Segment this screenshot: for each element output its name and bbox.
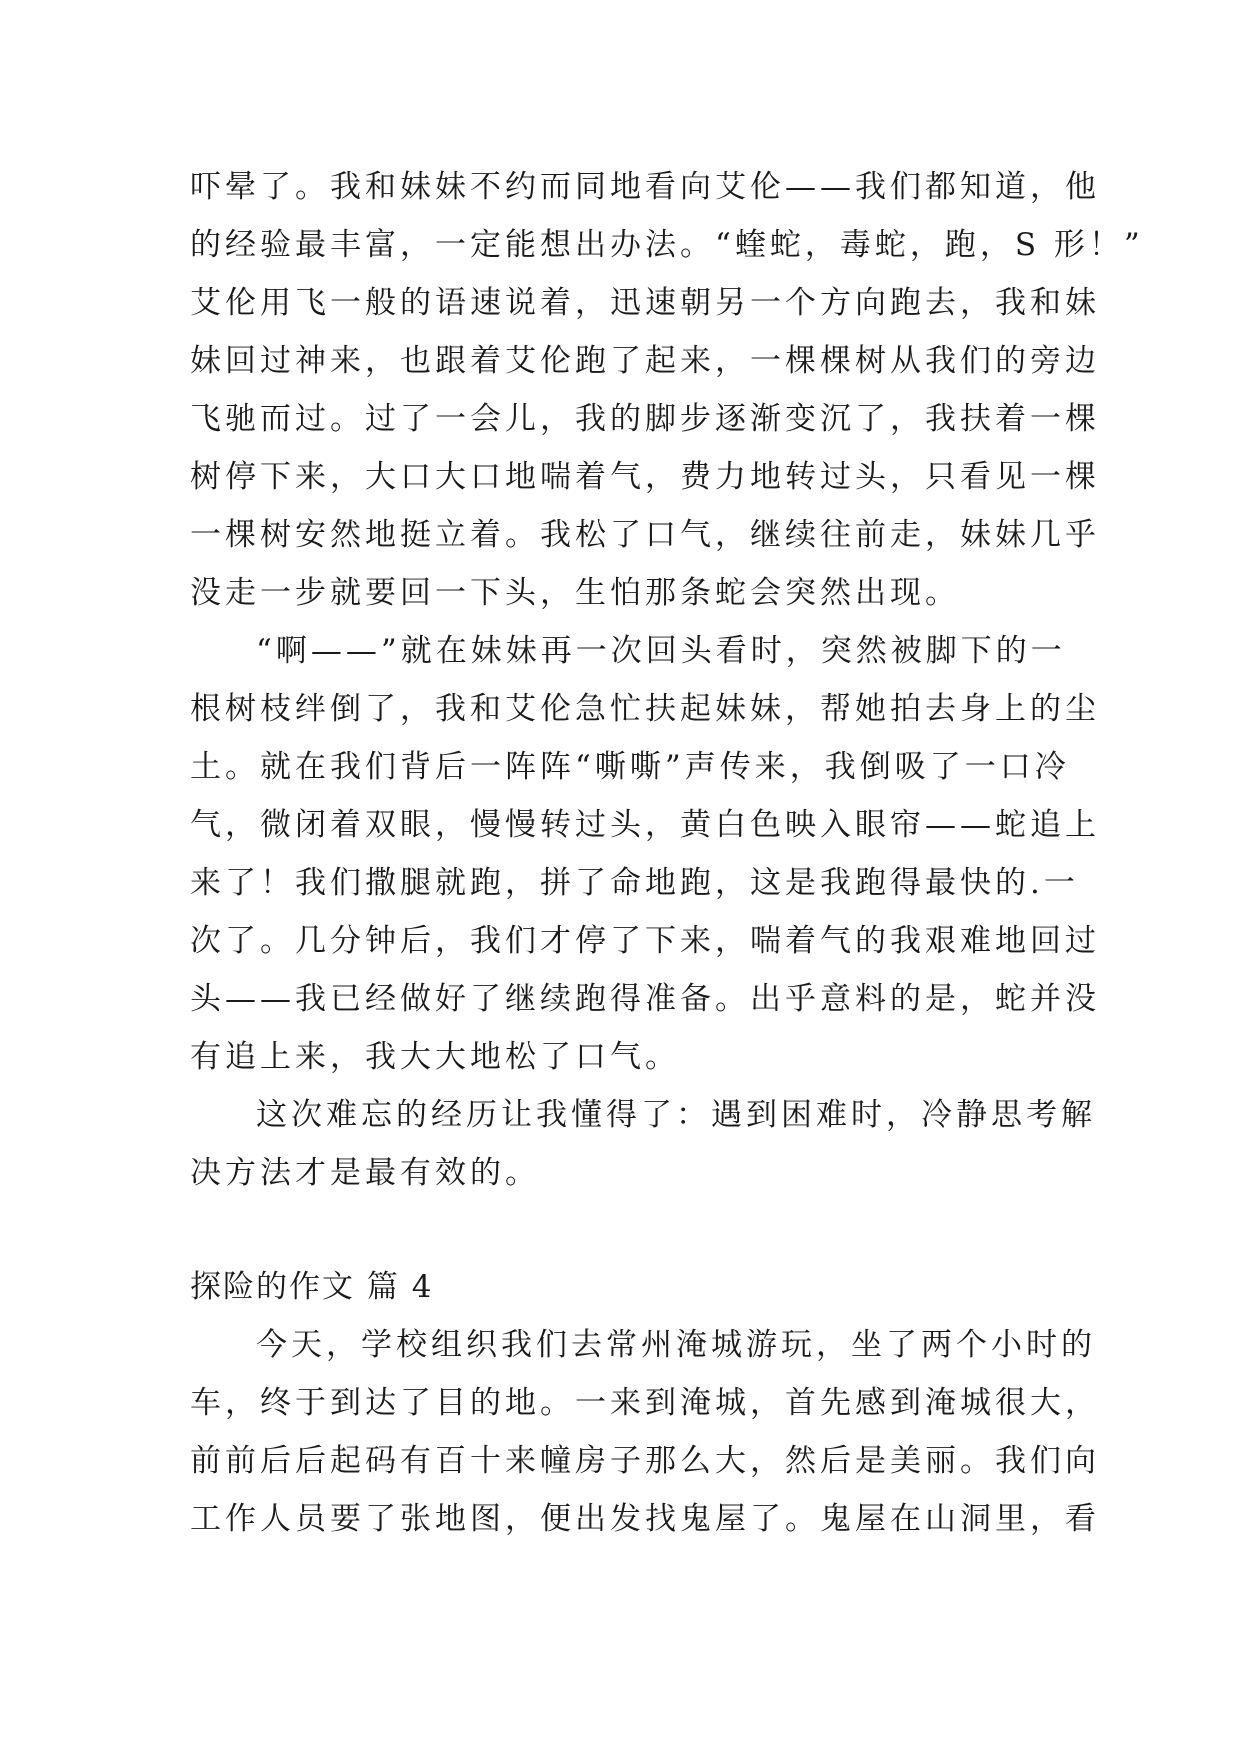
text-line: 艾伦用飞一般的语速说着，迅速朝另一个方向跑去，我和妹 bbox=[190, 285, 1100, 321]
paragraph-continued bbox=[190, 158, 1144, 622]
text-line: 车，终于到达了目的地。一来到淹城，首先感到淹城很大， bbox=[190, 1385, 1100, 1421]
text-line: 前前后后起码有百十来幢房子那么大，然后是美丽。我们向 bbox=[190, 1443, 1100, 1479]
text-line: 土。就在我们背后一阵阵“嘶嘶”声传来，我倒吸了一口冷 bbox=[190, 749, 1070, 785]
paragraph-escape bbox=[190, 622, 1100, 1086]
text-line: 根树枝绊倒了，我和艾伦急忙扶起妹妹，帮她拍去身上的尘 bbox=[190, 691, 1100, 727]
essay-4-text bbox=[190, 1316, 1100, 1548]
text-line: 一棵树安然地挺立着。我松了口气，继续往前走，妹妹几乎 bbox=[190, 517, 1100, 553]
text-line: 树停下来，大口大口地喘着气，费力地转过头，只看见一棵 bbox=[190, 459, 1100, 495]
paragraph-conclusion bbox=[190, 1086, 1096, 1202]
text-line: 的经验最丰富，一定能想出办法。“蝰蛇，毒蛇，跑，S 形！” bbox=[190, 227, 1144, 263]
text-line: “啊——”就在妹妹再一次回头看时，突然被脚下的一 bbox=[256, 633, 1066, 669]
text-line: 决方法才是最有效的。 bbox=[190, 1155, 540, 1191]
text-line: 有追上来，我大大地松了口气。 bbox=[190, 1039, 680, 1075]
text-line: 今天，学校组织我们去常州淹城游玩，坐了两个小时的 bbox=[256, 1327, 1096, 1363]
text-line: 没走一步就要回一下头，生怕那条蛇会突然出现。 bbox=[190, 575, 960, 611]
paragraph-intro bbox=[190, 1316, 1100, 1548]
text-line: 来了！我们撒腿就跑，拼了命地跑，这是我跑得最快的.一 bbox=[190, 865, 1079, 901]
text-line: 飞驰而过。过了一会儿，我的脚步逐渐变沉了，我扶着一棵 bbox=[190, 401, 1100, 437]
text-line: 次了。几分钟后，我们才停了下来，喘着气的我艰难地回过 bbox=[190, 923, 1100, 959]
text-line: 气，微闭着双眼，慢慢转过头，黄白色映入眼帘——蛇追上 bbox=[190, 807, 1100, 843]
previous-essay-text bbox=[190, 158, 1144, 1202]
text-line: 头——我已经做好了继续跑得准备。出乎意料的是，蛇并没 bbox=[190, 981, 1100, 1017]
essay-4-title: 探险的作文 篇 4 bbox=[190, 1269, 434, 1305]
text-line: 工作人员要了张地图，便出发找鬼屋了。鬼屋在山洞里，看 bbox=[190, 1501, 1100, 1537]
text-line: 妹回过神来，也跟着艾伦跑了起来，一棵棵树从我们的旁边 bbox=[190, 343, 1100, 379]
text-line: 吓晕了。我和妹妹不约而同地看向艾伦——我们都知道，他 bbox=[190, 169, 1100, 205]
text-line: 这次难忘的经历让我懂得了：遇到困难时，冷静思考解 bbox=[256, 1097, 1096, 1133]
